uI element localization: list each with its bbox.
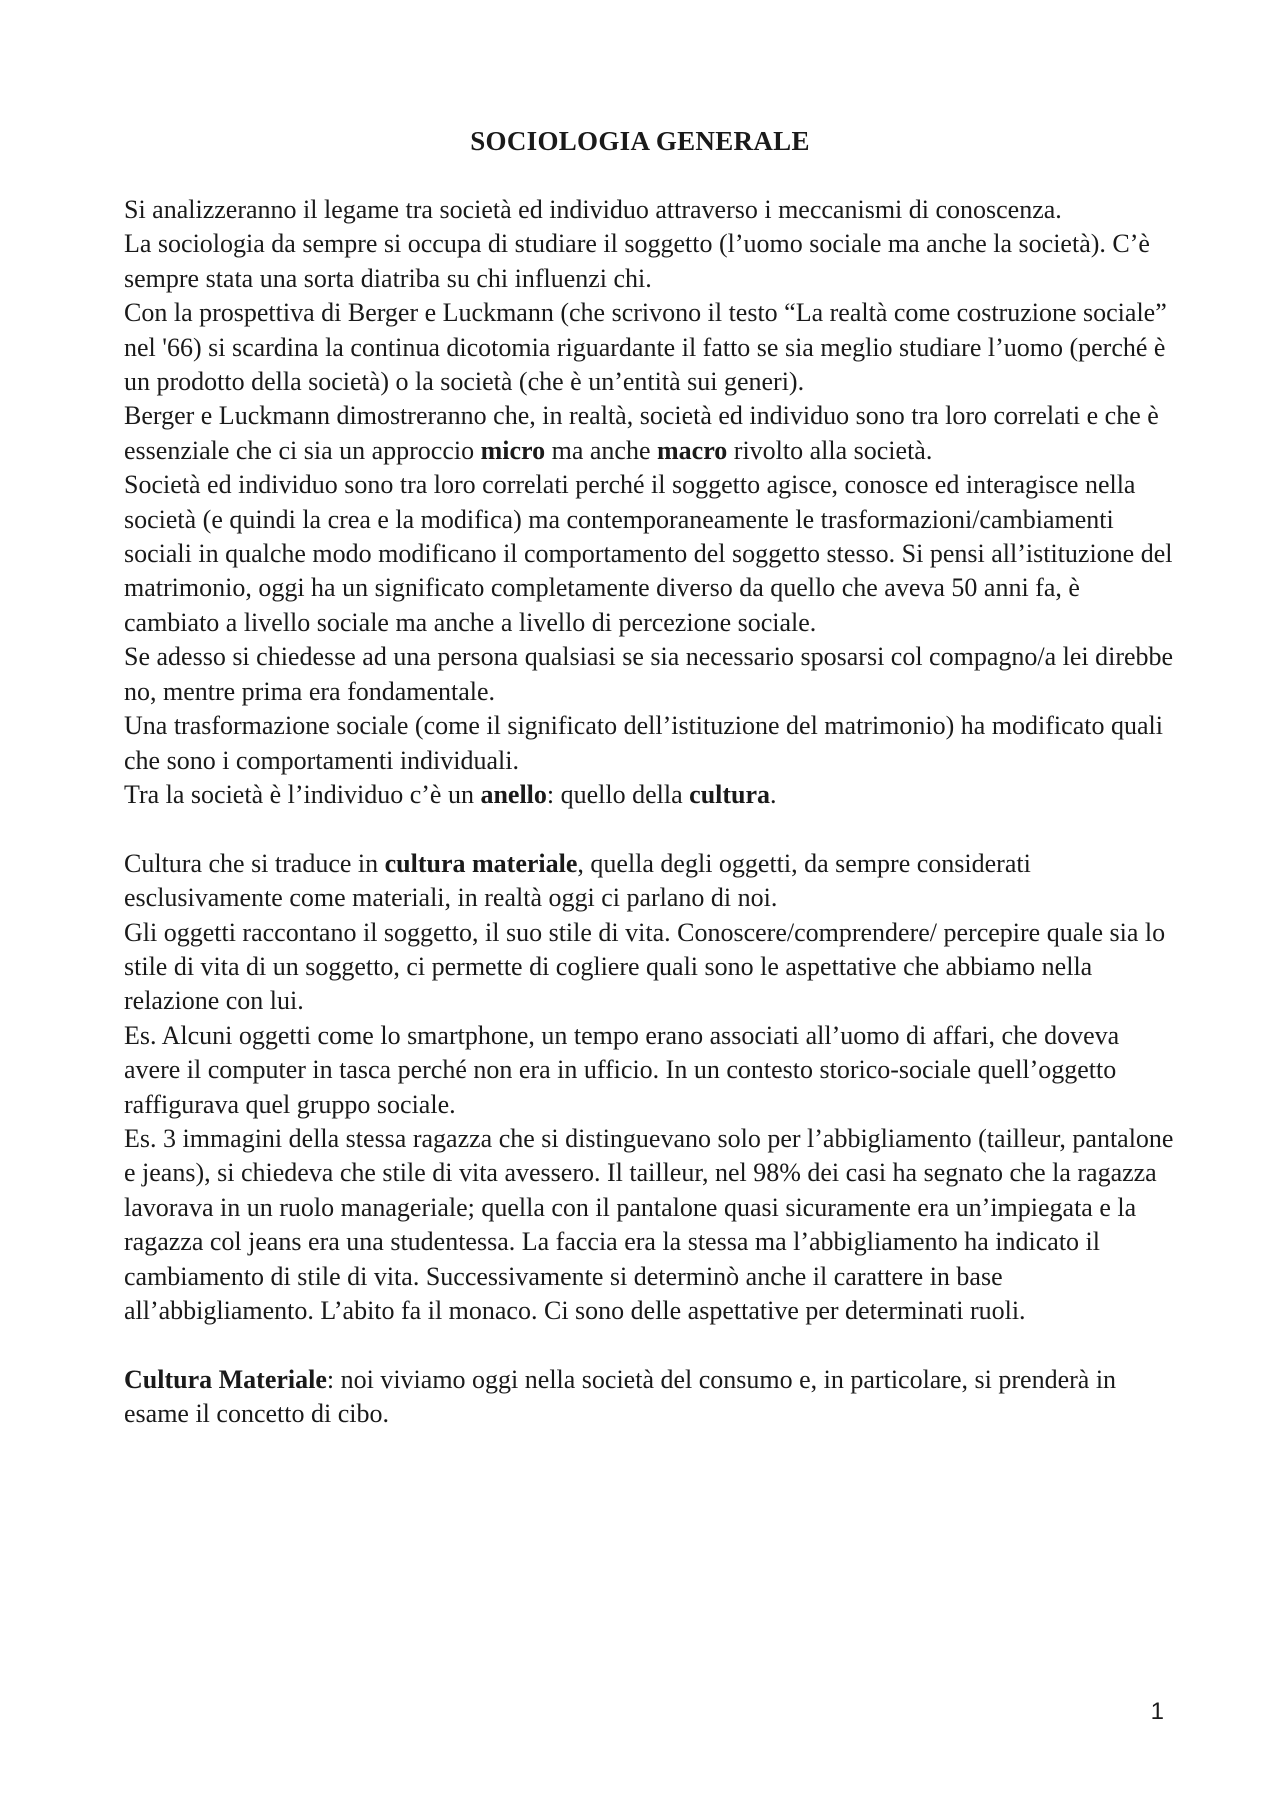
- text-run: Cultura che si traduce in: [124, 848, 385, 878]
- bold-term-cultura-materiale-heading: Cultura Materiale: [124, 1364, 327, 1394]
- paragraph-gap: [124, 812, 1176, 846]
- paragraph-consumer-society: [124, 1363, 1176, 1432]
- paragraph-objects-lifestyle: Gli oggetti raccontano il soggetto, il suo stile di vita. Conoscere/comprendere/ percepire quale sia lo stile di vita di un soggetto, ci permette di cogliere quali sono le aspettative che abbiamo nella relazione con lui.: [124, 917, 1166, 1016]
- paragraph-smartphone-example: Es. Alcuni oggetti come lo smartphone, un tempo erano associati all’uomo di affari, che doveva avere il computer in tasca perché non era in ufficio. In un contesto storico-sociale quell’oggetto raffigurava quel gruppo sociale.: [124, 1020, 1120, 1119]
- bold-term-cultura: cultura: [689, 779, 771, 809]
- paragraph-gap: [124, 1328, 1176, 1362]
- text-run: : quello della: [546, 779, 690, 809]
- paragraph-micro-macro: [124, 399, 1176, 468]
- text-run: , quella degli oggetti, da sempre considerati esclusivamente come materiali, in realtà oggi ci parlano di noi.: [124, 848, 1031, 913]
- paragraph-marriage-question: Se adesso si chiedesse ad una persona qualsiasi se sia necessario sposarsi col compagno/a lei direbbe no, mentre prima era fondamentale.: [124, 642, 1174, 706]
- page-number: 1: [1150, 1698, 1164, 1725]
- text-run: .: [770, 779, 777, 809]
- text-run: : noi viviamo oggi nella società del consumo e, in particolare, si prenderà in esame il concetto di cibo.: [124, 1364, 1117, 1429]
- bold-term-anello: anello: [480, 779, 547, 809]
- paragraph-material-culture: [124, 847, 1176, 916]
- document-body: [124, 193, 1176, 1432]
- paragraph-culture-ring: [124, 778, 1176, 812]
- paragraph-berger-luckmann: Con la prospettiva di Berger e Luckmann (che scrivono il testo “La realtà come costruzione sociale” nel '66) si scardina la continua dicotomia riguardante il fatto se sia meglio studiare l’uomo (perché è un prodotto della società) o la società (che è un’entità sui generi).: [124, 298, 1167, 397]
- document-title: SOCIOLOGIA GENERALE: [470, 126, 810, 156]
- paragraph-social-transformation: Una trasformazione sociale (come il significato dell’istituzione del matrimonio) ha modificato quali che sono i comportamenti individuali.: [124, 711, 1163, 775]
- bold-term-cultura-materiale: cultura materiale: [384, 848, 578, 878]
- text-run: Berger e Luckmann dimostreranno che, in realtà, società ed individuo sono tra loro correlati e che è essenziale che ci sia un approccio: [124, 401, 1159, 465]
- text-run: Tra la società è l’individuo c’è un: [124, 779, 481, 809]
- bold-term-micro: micro: [480, 435, 546, 465]
- text-run: ma anche: [545, 435, 658, 465]
- paragraph-correlation: Società ed individuo sono tra loro correlati perché il soggetto agisce, conosce ed interagisce nella società (e quindi la crea e la modifica) ma contemporaneamente le trasformazioni/cambiamenti sociali in qualche modo modificano il comportamento del soggetto stesso. Si pensi all’istituzione del matrimonio, oggi ha un significato completamente diverso da quello che aveva 50 anni fa, è cambiato a livello sociale ma anche a livello di percezione sociale.: [124, 470, 1173, 637]
- paragraph-intro: Si analizzeranno il legame tra società ed individuo attraverso i meccanismi di conoscenza.: [124, 195, 1062, 224]
- paragraph-sociology-subject: La sociologia da sempre si occupa di studiare il soggetto (l’uomo sociale ma anche la società). C’è sempre stata una sorta diatriba su chi influenzi chi.: [124, 229, 1150, 293]
- paragraph-clothing-example: Es. 3 immagini della stessa ragazza che si distinguevano solo per l’abbigliamento (tailleur, pantalone e jeans), si chiedeva che stile di vita avessero. Il tailleur, nel 98% dei casi ha segnato che la ragazza lavorava in un ruolo manageriale; quella con il pantalone quasi sicuramente era un’impiegata e la ragazza col jeans era una studentessa. La faccia era la stessa ma l’abbigliamento ha indicato il cambiamento di stile di vita. Successivamente si determinò anche il carattere in base all’abbigliamento. L’abito fa il monaco. Ci sono delle aspettative per determinati ruoli.: [124, 1123, 1174, 1325]
- bold-term-macro: macro: [657, 435, 728, 465]
- text-run: rivolto alla società.: [727, 435, 933, 465]
